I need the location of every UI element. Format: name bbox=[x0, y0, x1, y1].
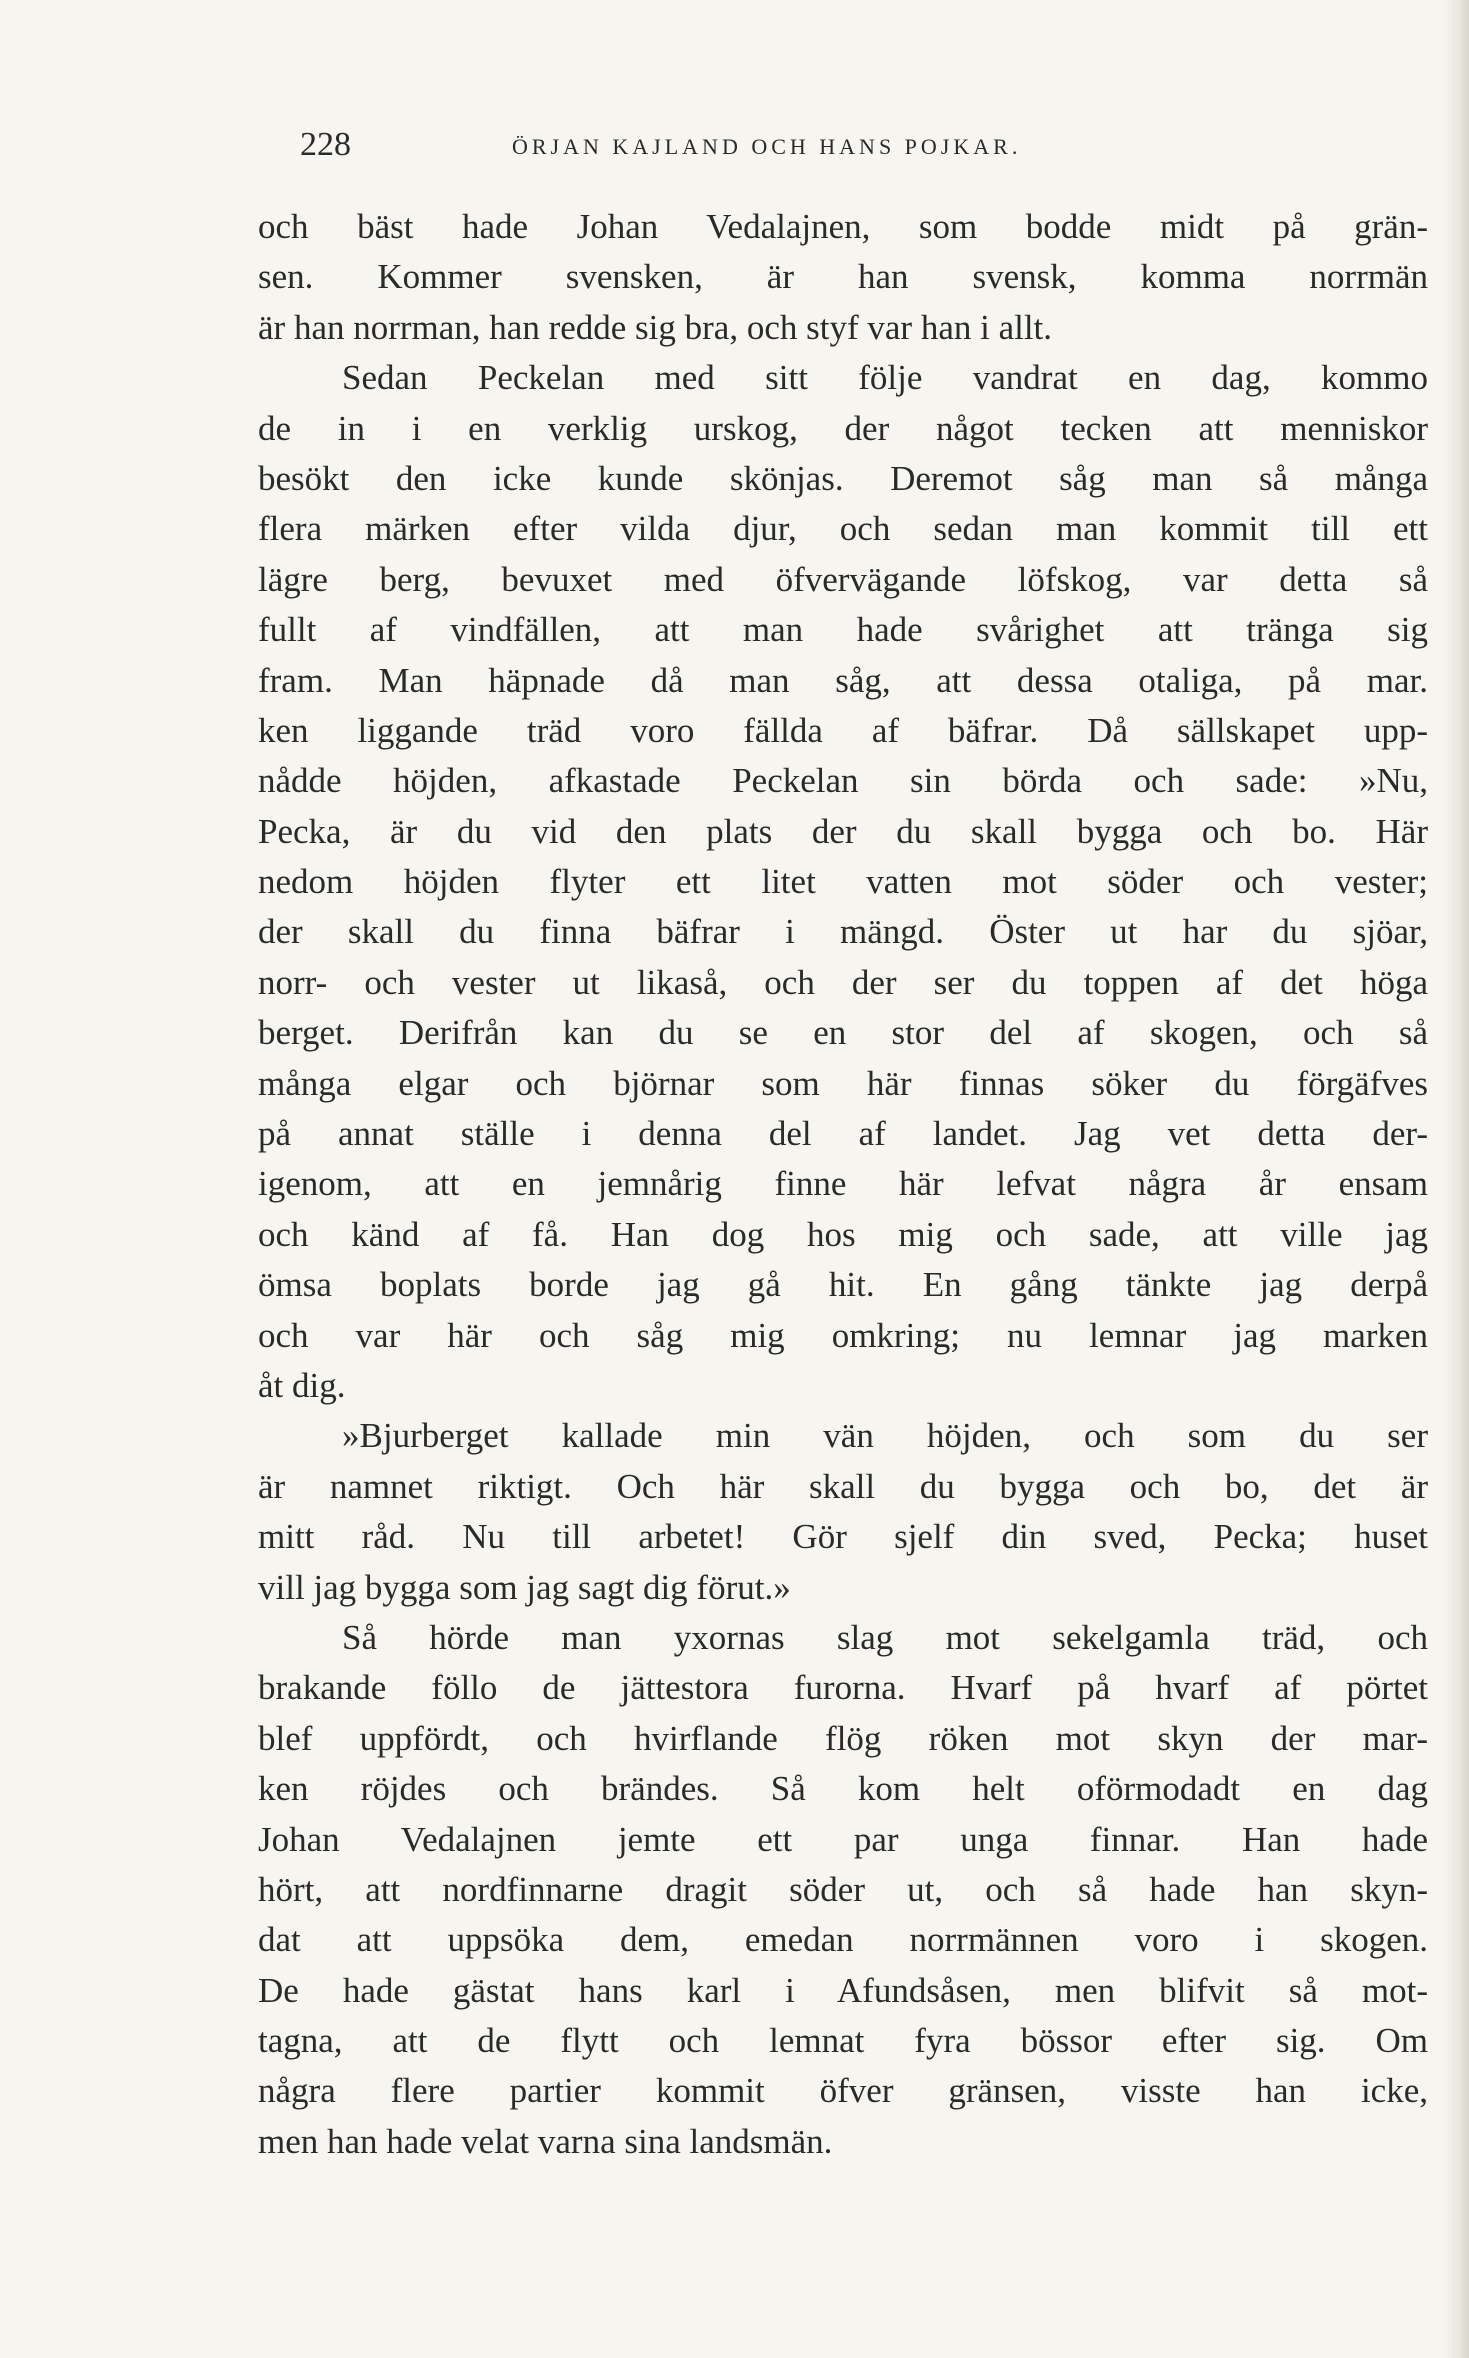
text-line: ömsa boplats borde jag gå hit. En gång tänkte jag derpå bbox=[258, 1265, 1428, 1305]
text-line: är namnet riktigt. Och här skall du bygga och bo, det är bbox=[258, 1466, 1428, 1506]
text-line: »Bjurberget kallade min vän höjden, och som du ser bbox=[342, 1416, 1428, 1456]
text-line: Pecka, är du vid den plats der du skall bygga och bo. Här bbox=[258, 811, 1428, 851]
text-line: Så hörde man yxornas slag mot sekelgamla träd, och bbox=[342, 1617, 1428, 1657]
text-line: många elgar och björnar som här finnas söker du förgäfves bbox=[258, 1063, 1428, 1103]
text-line: igenom, att en jemnårig finne här lefvat några år ensam bbox=[258, 1164, 1428, 1204]
text-line: vill jag bygga som jag sagt dig förut.» bbox=[258, 1567, 791, 1607]
text-line: De hade gästat hans karl i Afundsåsen, men blifvit så mot- bbox=[258, 1970, 1428, 2010]
text-line: Johan Vedalajnen jemte ett par unga finnar. Han hade bbox=[258, 1819, 1428, 1859]
text-line: fram. Man häpnade då man såg, att dessa otaliga, på mar. bbox=[258, 660, 1428, 700]
text-line: brakande föllo de jättestora furorna. Hvarf på hvarf af pörtet bbox=[258, 1668, 1428, 1708]
text-line: Sedan Peckelan med sitt följe vandrat en dag, kommo bbox=[342, 358, 1428, 398]
text-line: är han norrman, han redde sig bra, och styf var han i allt. bbox=[258, 307, 1053, 347]
text-line: men han hade velat varna sina landsmän. bbox=[258, 2121, 833, 2161]
text-line: blef uppfördt, och hvirflande flög röken mot skyn der mar- bbox=[258, 1718, 1428, 1758]
text-line: mitt råd. Nu till arbetet! Gör sjelf din sved, Pecka; huset bbox=[258, 1517, 1428, 1557]
page-number: 228 bbox=[300, 126, 351, 163]
text-line: på annat ställe i denna del af landet. Jag vet detta der- bbox=[258, 1114, 1428, 1154]
text-line: dat att uppsöka dem, emedan norrmännen voro i skogen. bbox=[258, 1920, 1428, 1960]
text-line: åt dig. bbox=[258, 1365, 346, 1405]
text-line: och känd af få. Han dog hos mig och sade, att ville jag bbox=[258, 1214, 1428, 1254]
text-line: fullt af vindfällen, att man hade svårighet att tränga sig bbox=[258, 610, 1428, 650]
text-line: ken röjdes och brändes. Så kom helt oförmodadt en dag bbox=[258, 1769, 1428, 1809]
text-line: några flere partier kommit öfver gränsen, visste han icke, bbox=[258, 2071, 1428, 2111]
text-line: och bäst hade Johan Vedalajnen, som bodde midt på grän- bbox=[258, 207, 1428, 246]
text-line: sen. Kommer svensken, är han svensk, komma norrmän bbox=[258, 257, 1428, 297]
text-line: nådde höjden, afkastade Peckelan sin börda och sade: »Nu, bbox=[258, 761, 1428, 801]
text-line: hört, att nordfinnarne dragit söder ut, och så hade han skyn- bbox=[258, 1869, 1428, 1909]
text-line: besökt den icke kunde skönjas. Deremot såg man så många bbox=[258, 458, 1428, 498]
page-edge-shadow bbox=[1443, 0, 1469, 2358]
text-line: de in i en verklig urskog, der något tecken att menniskor bbox=[258, 408, 1428, 448]
text-line: norr- och vester ut likaså, och der ser du toppen af det höga bbox=[258, 962, 1428, 1002]
text-line: flera märken efter vilda djur, och sedan man kommit till ett bbox=[258, 509, 1428, 549]
running-title: ÖRJAN KAJLAND OCH HANS POJKAR. bbox=[512, 134, 1022, 159]
text-line: nedom höjden flyter ett litet vatten mot söder och vester; bbox=[258, 862, 1428, 902]
text-line: och var här och såg mig omkring; nu lemnar jag marken bbox=[258, 1315, 1428, 1355]
text-line: lägre berg, bevuxet med öfvervägande löfskog, var detta så bbox=[258, 559, 1428, 599]
text-line: ken liggande träd voro fällda af bäfrar. Då sällskapet upp- bbox=[258, 710, 1428, 750]
text-line: der skall du finna bäfrar i mängd. Öster ut har du sjöar, bbox=[258, 912, 1428, 952]
text-line: berget. Derifrån kan du se en stor del af skogen, och så bbox=[258, 1013, 1428, 1053]
page-header bbox=[300, 126, 1180, 176]
body-text bbox=[258, 202, 1428, 2167]
text-line: tagna, att de flytt och lemnat fyra bössor efter sig. Om bbox=[258, 2021, 1428, 2061]
